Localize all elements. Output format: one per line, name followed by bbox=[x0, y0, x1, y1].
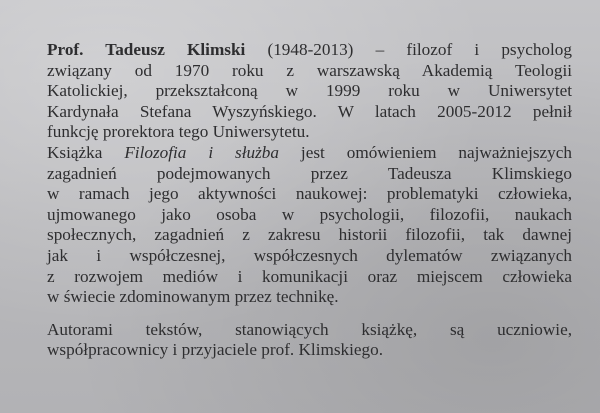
book-line-2: zagadnień podejmowanych przez Tadeusza Klimskiego bbox=[47, 163, 572, 183]
bio-line-2: związany od 1970 roku z warszawską Akademią Teologii bbox=[47, 60, 572, 80]
bio-line-3: Katolickiej, przekształconą w 1999 roku w Uniwersytet bbox=[47, 81, 572, 101]
bio-line-1 bbox=[47, 40, 572, 61]
book-line-1-rest: jest omówieniem najważniejszych bbox=[278, 142, 573, 162]
cover-description bbox=[47, 40, 572, 361]
book-line-3: w ramach jego aktywności naukowej: problematyki człowieka, bbox=[47, 184, 572, 204]
book-title: Filozofia i służba bbox=[124, 142, 279, 162]
bio-line-5: funkcję prorektora tego Uniwersytetu. bbox=[47, 122, 310, 142]
bio-dates-role: (1948-2013) – filozof i psycholog bbox=[245, 40, 572, 59]
authors-line-1: Autorami tekstów, stanowiących książkę, są uczniowie, bbox=[47, 319, 572, 339]
author-name: Prof. Tadeusz Klimski bbox=[47, 40, 246, 59]
book-line-6: jak i współczesnej, współczesnych dylematów związanych bbox=[47, 245, 572, 265]
book-line-5: społecznych, zagadnień z zakresu historii filozofii, tak dawnej bbox=[47, 225, 572, 245]
bio-line-4: Kardynała Stefana Wyszyńskiego. W latach 2005-2012 pełnił bbox=[47, 101, 572, 121]
book-line-7: z rozwojem mediów i komunikacji oraz miejscem człowieka bbox=[47, 266, 572, 286]
book-intro: Książka bbox=[47, 142, 125, 162]
book-line-1 bbox=[47, 143, 572, 164]
paragraph-spacer bbox=[47, 308, 572, 320]
authors-line-2: współpracownicy i przyjaciele prof. Klimskiego. bbox=[47, 340, 384, 360]
book-line-4: ujmowanego jako osoba w psychologii, filozofii, naukach bbox=[47, 204, 572, 224]
book-line-8: w świecie zdominowanym przez technikę. bbox=[47, 287, 339, 307]
